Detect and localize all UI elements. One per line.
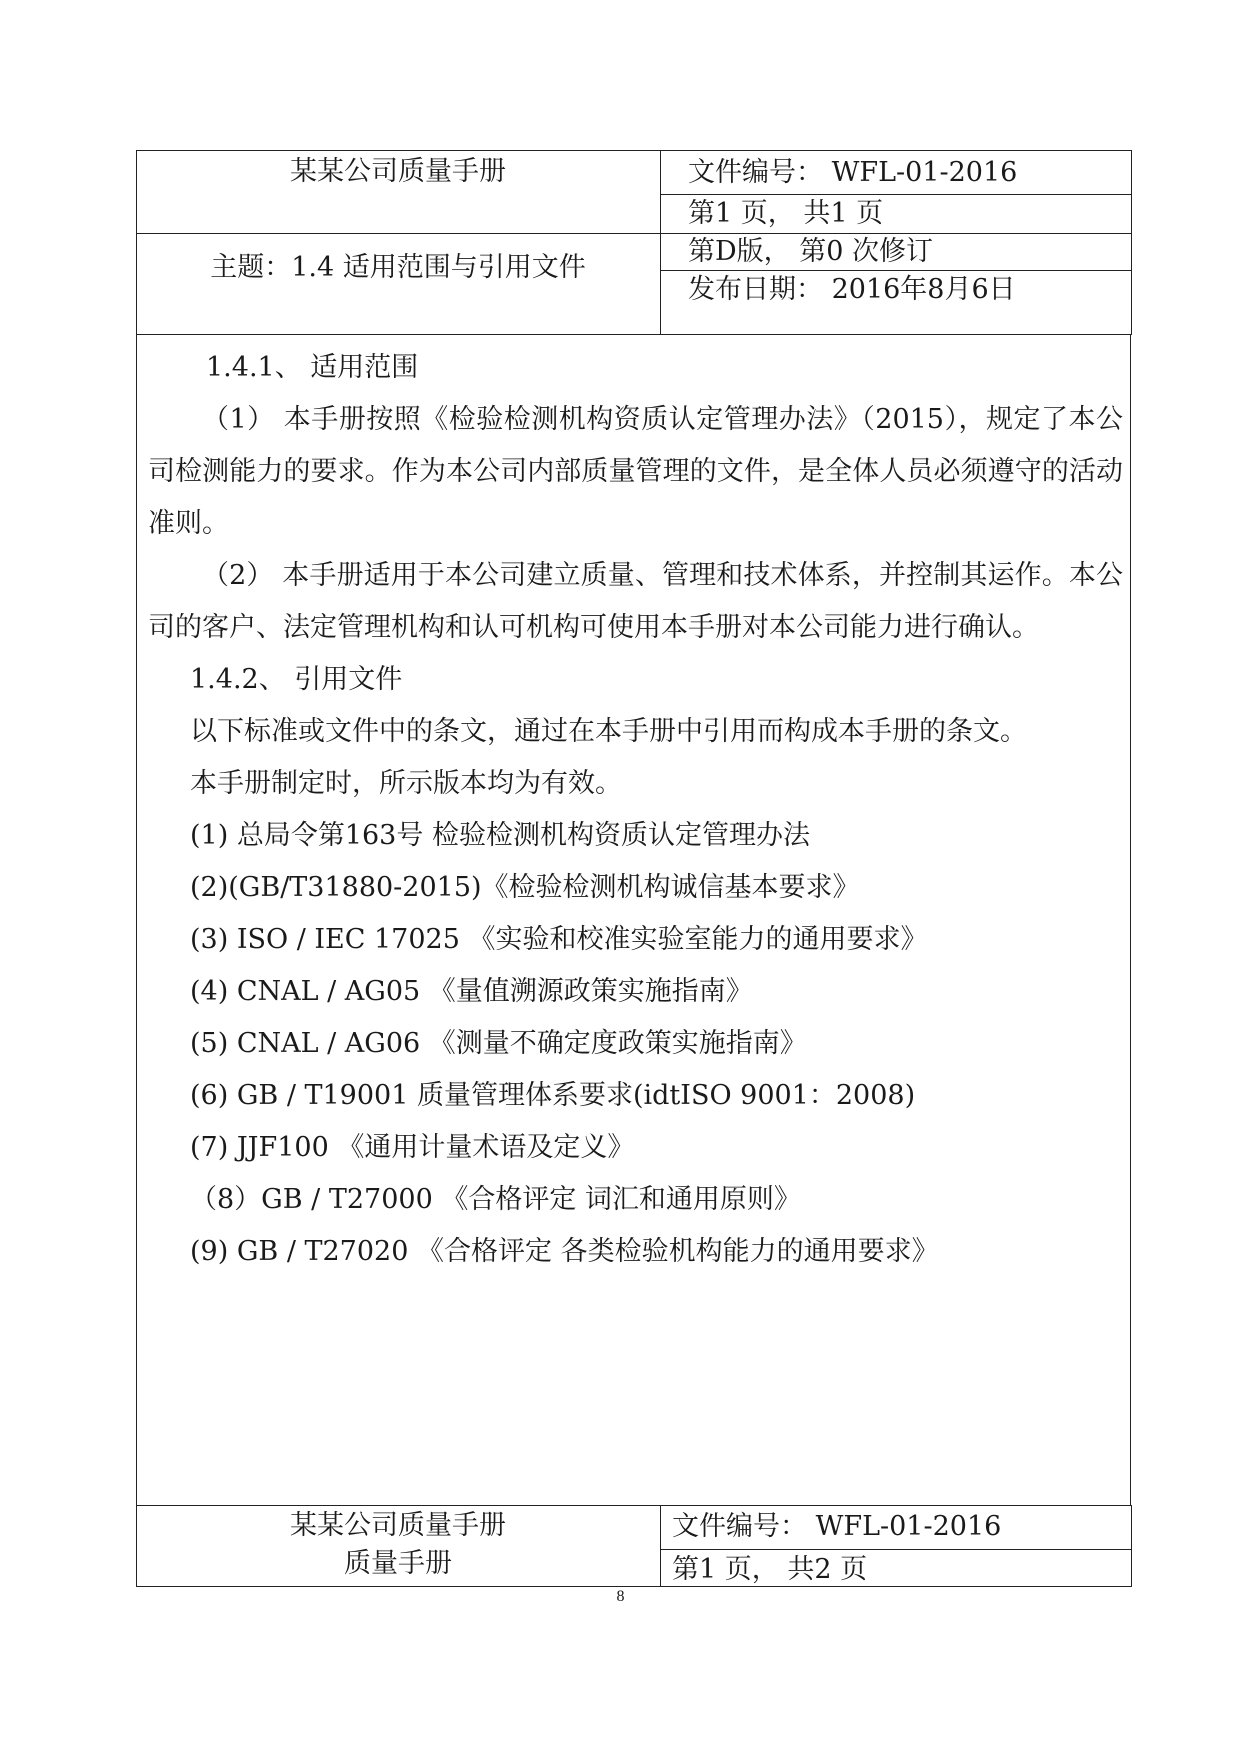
body-border-right <box>1130 335 1131 1505</box>
reference-item: (7) JJF100 《通用计量术语及定义》 <box>190 1132 635 1163</box>
reference-item: (1) 总局令第163号 检验检测机构资质认定管理办法 <box>190 820 810 851</box>
section-1-heading: 1.4.1、 适用范围 <box>206 352 419 383</box>
section-2-intro-1: 以下标准或文件中的条文，通过在本手册中引用而构成本手册的条文。 <box>190 716 1027 747</box>
header-doc-number: 文件编号： WFL-01-2016 <box>688 157 1018 188</box>
body-border-left <box>136 335 137 1505</box>
section-1-paragraph-2: （2） 本手册适用于本公司建立质量、管理和技术体系，并控制其运作。本公司的客户、法定管理机构和认可机构可使用本手册对本公司能力进行确认。 <box>148 560 1123 643</box>
header-divider-v <box>660 150 661 335</box>
footer-company-manual: 某某公司质量手册 <box>290 1510 506 1541</box>
reference-item: （8）GB / T27000 《合格评定 词汇和通用原则》 <box>190 1184 801 1215</box>
footer-divider-v <box>660 1505 661 1587</box>
section-1-paragraph-1: （1） 本手册按照《检验检测机构资质认定管理办法》（2015），规定了本公司检测能力的要求。作为本公司内部质量管理的文件，是全体人员必须遵守的活动准则。 <box>148 404 1123 539</box>
header-company-manual: 某某公司质量手册 <box>290 156 506 187</box>
section-2-heading: 1.4.2、 引用文件 <box>190 664 403 695</box>
header-version: 第D版， 第0 次修订 <box>688 236 933 267</box>
section-2-intro-2: 本手册制定时，所示版本均为有效。 <box>190 768 622 799</box>
header-divider-row3 <box>660 270 1132 271</box>
page-number: 8 <box>616 1588 625 1605</box>
reference-item: (9) GB / T27020 《合格评定 各类检验机构能力的通用要求》 <box>190 1236 939 1267</box>
footer-manual: 质量手册 <box>344 1548 452 1579</box>
body-content <box>148 342 1123 1278</box>
footer-divider-h <box>660 1549 1132 1550</box>
header-subject: 主题：1.4 适用范围与引用文件 <box>210 252 586 283</box>
footer-doc-number: 文件编号： WFL-01-2016 <box>672 1511 1002 1542</box>
reference-item: (2)(GB/T31880-2015)《检验检测机构诚信基本要求》 <box>190 872 860 903</box>
header-release-date: 发布日期： 2016年8月6日 <box>688 274 1016 305</box>
header-divider-row1 <box>660 194 1132 195</box>
header-page-info: 第1 页， 共1 页 <box>688 198 884 229</box>
footer-page-info: 第1 页， 共2 页 <box>672 1554 868 1585</box>
reference-item: (6) GB / T19001 质量管理体系要求(idtISO 9001：2008) <box>190 1080 916 1111</box>
reference-item: (5) CNAL / AG06 《测量不确定度政策实施指南》 <box>190 1028 807 1059</box>
reference-item: (4) CNAL / AG05 《量值溯源政策实施指南》 <box>190 976 753 1007</box>
header-divider-mid <box>136 233 1132 234</box>
reference-item: (3) ISO / IEC 17025 《实验和校准实验室能力的通用要求》 <box>190 924 928 955</box>
